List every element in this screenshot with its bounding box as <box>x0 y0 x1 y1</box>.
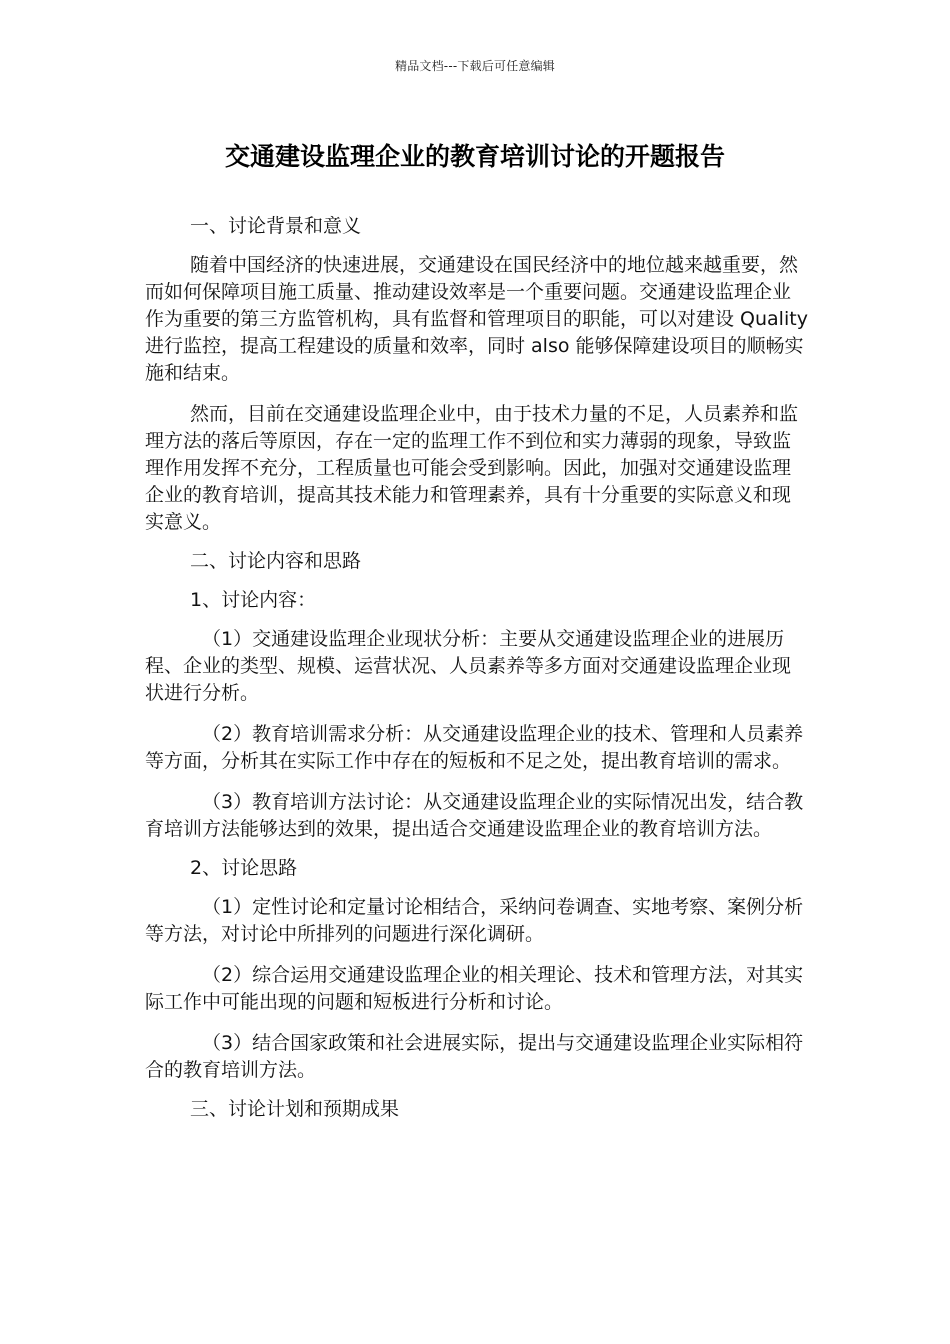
list-item-approach-2: （2）综合运用交通建设监理企业的相关理论、技术和管理方法，对其实际工作中可能出现的问题和短板进行分析和讨论。 <box>145 964 804 1013</box>
subheading-approach: 2、讨论思路 <box>190 857 298 879</box>
list-item-approach-1: （1）定性讨论和定量讨论相结合，采纳问卷调查、实地考察、案例分析等方法，对讨论中所排列的问题进行深化调研。 <box>145 896 804 945</box>
section-heading-plan: 三、讨论计划和预期成果 <box>190 1098 400 1120</box>
header-note: 精品文档---下载后可任意编辑 <box>395 59 555 73</box>
list-item-approach-3: （3）结合国家政策和社会进展实际，提出与交通建设监理企业实际相符合的教育培训方法。 <box>145 1032 804 1081</box>
list-item-content-2: （2）教育培训需求分析：从交通建设监理企业的技术、管理和人员素养等方面，分析其在实际工作中存在的短板和不足之处，提出教育培训的需求。 <box>145 723 804 772</box>
section-heading-background: 一、讨论背景和意义 <box>190 215 362 237</box>
paragraph-background-2: 然而，目前在交通建设监理企业中，由于技术力量的不足，人员素养和监理方法的落后等原因，存在一定的监理工作不到位和实力薄弱的现象，导致监理作用发挥不充分，工程质量也可能会受到影响。因此，加强对交通建设监理企业的教育培训，提高其技术能力和管理素养，具有十分重要的实际意义和现实意义。 <box>145 403 799 533</box>
section-heading-content: 二、讨论内容和思路 <box>190 550 362 572</box>
document-body <box>145 213 809 1123</box>
subheading-content: 1、讨论内容： <box>190 589 317 611</box>
paragraph-background-1: 随着中国经济的快速进展，交通建设在国民经济中的地位越来越重要，然而如何保障项目施工质量、推动建设效率是一个重要问题。交通建设监理企业作为重要的第三方监管机构，具有监督和管理项目的职能，可以对建设 Quality 进行监控，提高工程建设的质量和效率，同时 also 能够保障建设项目的顺畅实施和结束。 <box>145 254 808 384</box>
list-item-content-3: （3）教育培训方法讨论：从交通建设监理企业的实际情况出发，结合教育培训方法能够达到的效果，提出适合交通建设监理企业的教育培训方法。 <box>145 791 804 840</box>
document-title: 交通建设监理企业的教育培训讨论的开题报告 <box>224 142 725 171</box>
list-item-content-1: （1）交通建设监理企业现状分析：主要从交通建设监理企业的进展历程、企业的类型、规模、运营状况、人员素养等多方面对交通建设监理企业现状进行分析。 <box>145 628 792 704</box>
